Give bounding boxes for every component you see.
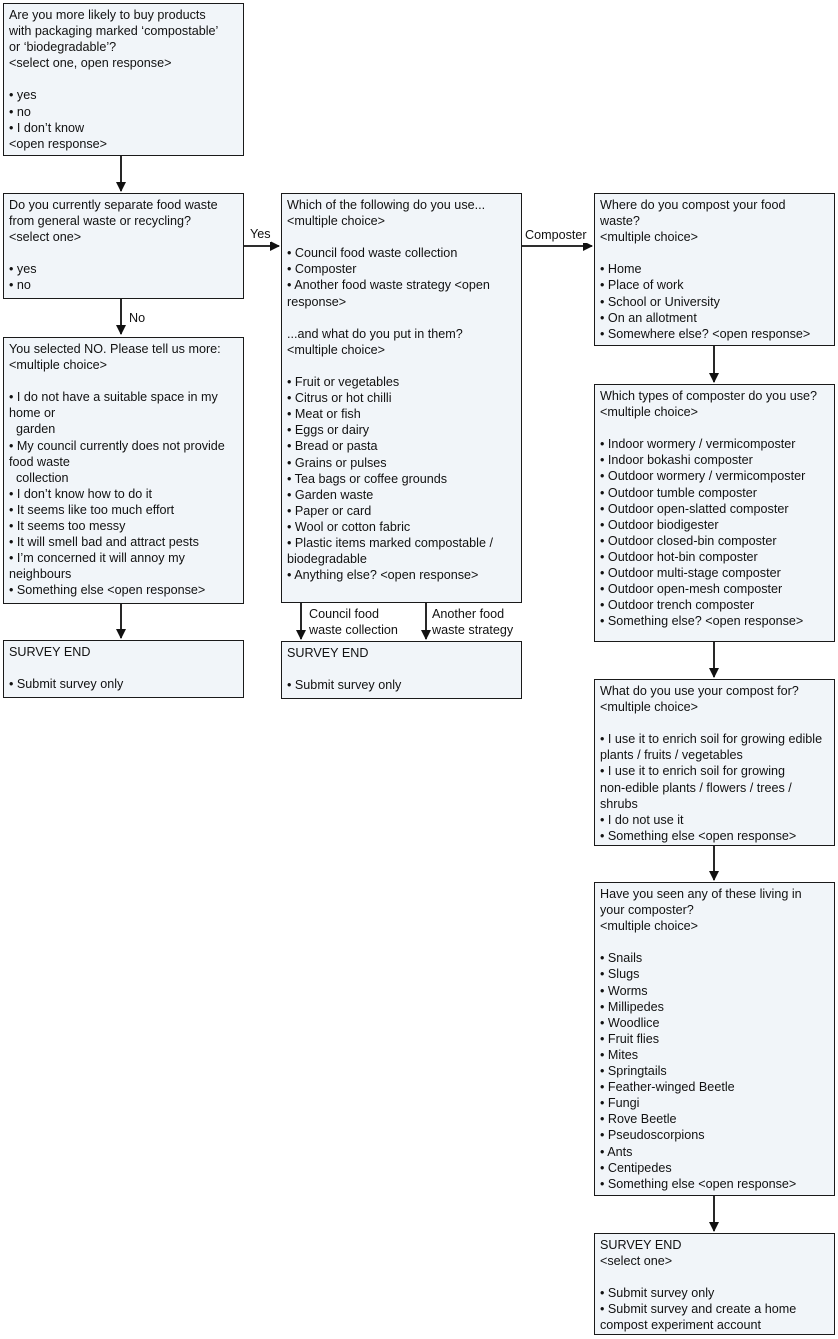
survey-end-box-final (594, 1233, 835, 1335)
text-line: • Wool or cotton fabric (287, 519, 411, 534)
text-line: • It seems like too much effort (9, 502, 175, 517)
text-line: • Garden waste (287, 487, 374, 502)
text-line: • I’m concerned it will annoy my (9, 551, 185, 566)
question-box-what-do-you-use (281, 193, 522, 603)
text-line: Yes (250, 227, 271, 241)
text-line: • Home (600, 262, 642, 277)
text-line: No (129, 311, 146, 325)
text-line (9, 660, 238, 676)
text-line (287, 358, 516, 374)
text-line: home or (9, 406, 56, 421)
text-line: • Fruit flies (600, 1031, 659, 1046)
text-line: • Outdoor wormery / vermicomposter (600, 469, 806, 484)
text-line: Which types of composter do you use? (600, 389, 818, 403)
text-line: plants / fruits / vegetables (600, 748, 743, 763)
text-line: • Submit survey and create a home (600, 1302, 797, 1317)
text-line: • It will smell bad and attract pests (9, 535, 199, 550)
text-line (9, 71, 238, 87)
text-line: • I don’t know how to do it (9, 486, 153, 501)
text-line: • Centipedes (600, 1160, 672, 1175)
text-line: • Somewhere else? <open response> (600, 326, 811, 341)
text-line: • Springtails (600, 1064, 667, 1079)
text-line: your composter? (600, 903, 694, 918)
text-line (287, 310, 516, 326)
text-line: • Snails (600, 951, 643, 966)
text-line: • Anything else? <open response> (287, 568, 479, 583)
text-line: • yes (9, 262, 37, 277)
text-line (600, 420, 829, 436)
text-line: • Something else <open response> (600, 828, 797, 843)
text-line: <multiple choice> (9, 358, 108, 373)
text-line: response> (287, 294, 347, 309)
text-line: shrubs (600, 796, 638, 811)
text-line (600, 245, 829, 261)
text-line: • Another food waste strategy <open (287, 278, 490, 293)
survey-end-box-use (281, 641, 522, 699)
text-line: <select one> (9, 230, 82, 245)
text-line: • Plastic items marked compostable / (287, 535, 493, 550)
text-line: with packaging marked ‘compostable’ (9, 24, 219, 39)
text-line (600, 1269, 829, 1285)
text-line: • Something else? <open response> (600, 614, 804, 629)
text-line: from general waste or recycling? (9, 214, 191, 229)
text-line: <multiple choice> (600, 230, 699, 245)
edge-label-composter (525, 227, 587, 243)
question-box-separate-food-waste (3, 193, 244, 299)
text-line: compost experiment account (600, 1318, 762, 1333)
text-line: biodegradable (287, 552, 367, 567)
text-line: SURVEY END (287, 646, 369, 660)
text-line: • Feather-winged Beetle (600, 1080, 735, 1095)
text-line: <multiple choice> (287, 214, 386, 229)
text-line: • Woodlice (600, 1015, 660, 1030)
text-line: Do you currently separate food waste (9, 198, 218, 212)
text-line: • no (9, 104, 31, 119)
text-line (9, 373, 238, 389)
text-line: • no (9, 278, 31, 293)
edge-label-council-food-waste (309, 606, 398, 638)
text-line: <open response> (9, 136, 108, 151)
text-line: • Composter (287, 262, 357, 277)
text-line: • Outdoor trench composter (600, 598, 755, 613)
text-line: • Bread or pasta (287, 439, 378, 454)
text-line: • I don’t know (9, 120, 85, 135)
text-line: • Ants (600, 1144, 633, 1159)
text-line: • yes (9, 88, 37, 103)
text-line: • Place of work (600, 278, 684, 293)
text-line: • Council food waste collection (287, 246, 458, 261)
question-box-composter-types (594, 384, 835, 642)
text-line: • School or University (600, 294, 720, 309)
text-line: <multiple choice> (600, 919, 699, 934)
text-line: • I use it to enrich soil for growing (600, 764, 786, 779)
text-line: food waste (9, 454, 70, 469)
text-line: • Tea bags or coffee grounds (287, 471, 448, 486)
text-line: • Pseudoscorpions (600, 1128, 705, 1143)
text-line: Composter (525, 228, 587, 242)
text-line: • Something else <open response> (600, 1176, 797, 1191)
text-line: • I do not have a suitable space in my (9, 390, 218, 405)
question-box-where-compost (594, 193, 835, 346)
text-line: waste collection (309, 623, 398, 637)
text-line: • Indoor wormery / vermicomposter (600, 437, 796, 452)
text-line: • Submit survey only (9, 677, 124, 692)
text-line: • Outdoor multi-stage composter (600, 566, 781, 581)
question-box-compost-use (594, 679, 835, 846)
text-line: ...and what do you put in them? (287, 326, 463, 341)
text-line: neighbours (9, 567, 72, 582)
text-line: • I use it to enrich soil for growing edible (600, 732, 823, 747)
text-line: • Submit survey only (287, 678, 402, 693)
text-line: Which of the following do you use... (287, 198, 486, 212)
question-box-living-in-composter (594, 882, 835, 1196)
text-line: • Outdoor biodigester (600, 517, 719, 532)
text-line (9, 245, 238, 261)
text-line: • Paper or card (287, 503, 372, 518)
text-line (600, 934, 829, 950)
text-line: <multiple choice> (287, 342, 386, 357)
text-line: <multiple choice> (600, 700, 699, 715)
text-line: • Millipedes (600, 999, 664, 1014)
text-line: • Submit survey only (600, 1286, 715, 1301)
text-line: • Indoor bokashi composter (600, 453, 753, 468)
text-line: • Outdoor hot-bin composter (600, 549, 758, 564)
question-box-selected-no (3, 337, 244, 604)
text-line: • Fungi (600, 1096, 640, 1111)
text-line: • Grains or pulses (287, 455, 387, 470)
text-line: • Fruit or vegetables (287, 375, 400, 390)
text-line: • Slugs (600, 967, 640, 982)
text-line: Another food (432, 607, 505, 621)
text-line: Are you more likely to buy products (9, 8, 206, 22)
text-line: • Meat or fish (287, 407, 361, 422)
text-line: What do you use your compost for? (600, 684, 799, 698)
text-line: Where do you compost your food (600, 198, 786, 212)
text-line: • My council currently does not provide (9, 438, 225, 453)
text-line (287, 229, 516, 245)
text-line: <select one, open response> (9, 56, 172, 71)
text-line: garden (9, 422, 56, 437)
text-line: • Outdoor tumble composter (600, 485, 758, 500)
edge-label-yes (250, 226, 271, 242)
text-line: • Outdoor open-slatted composter (600, 501, 789, 516)
text-line: waste? (600, 214, 640, 229)
text-line: • Something else <open response> (9, 583, 206, 598)
question-box-compostable (3, 3, 244, 156)
edge-label-another-food-waste (432, 606, 513, 638)
text-line: • Eggs or dairy (287, 423, 370, 438)
text-line: collection (9, 470, 69, 485)
text-line (287, 661, 516, 677)
text-line: You selected NO. Please tell us more: (9, 342, 221, 356)
text-line: • Citrus or hot chilli (287, 391, 392, 406)
text-line: SURVEY END (9, 645, 91, 659)
text-line: • On an allotment (600, 310, 697, 325)
text-line: • I do not use it (600, 812, 684, 827)
text-line: • Outdoor open-mesh composter (600, 582, 783, 597)
text-line: • It seems too messy (9, 519, 126, 534)
text-line: non-edible plants / flowers / trees / (600, 780, 792, 795)
text-line: • Rove Beetle (600, 1112, 677, 1127)
text-line: or ‘biodegradable’? (9, 40, 117, 55)
text-line: <multiple choice> (600, 405, 699, 420)
text-line: Have you seen any of these living in (600, 887, 802, 901)
text-line: SURVEY END (600, 1238, 682, 1252)
text-line (600, 715, 829, 731)
text-line: • Outdoor closed-bin composter (600, 533, 777, 548)
text-line: waste strategy (432, 623, 514, 637)
text-line: <select one> (600, 1254, 673, 1269)
survey-end-box-no (3, 640, 244, 698)
text-line: • Worms (600, 983, 648, 998)
text-line: • Mites (600, 1047, 638, 1062)
edge-label-no (129, 310, 145, 326)
text-line: Council food (309, 607, 380, 621)
